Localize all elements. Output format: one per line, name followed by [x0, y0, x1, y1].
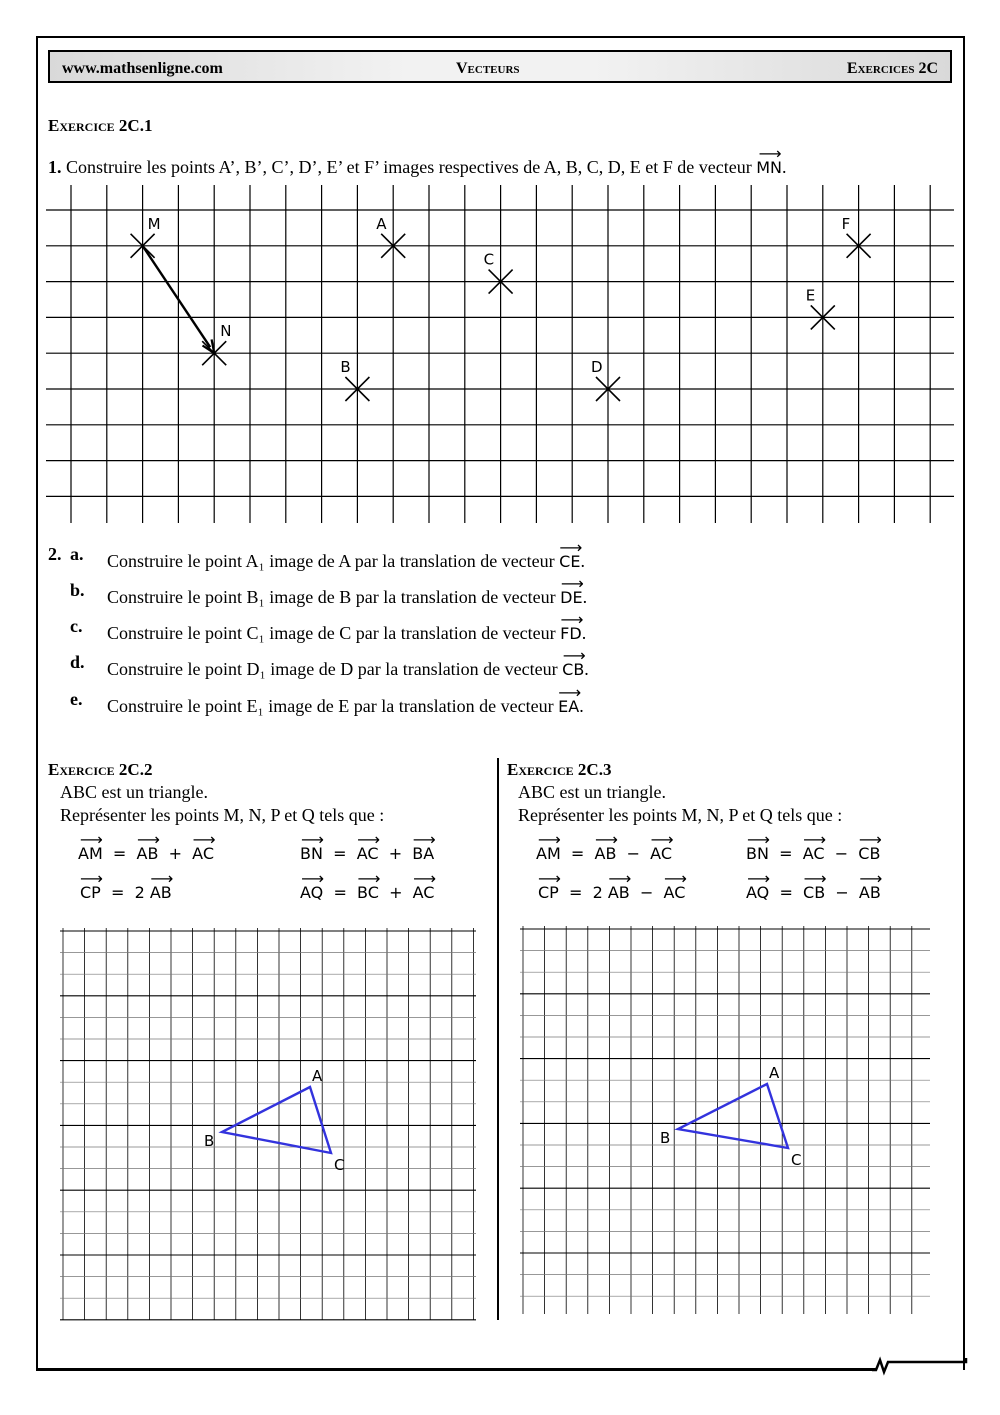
equals-sign: = [570, 844, 585, 863]
operator: − [639, 883, 654, 902]
equals-sign: = [112, 844, 127, 863]
vec-ac: ⟶ AC [357, 836, 379, 863]
ex1-grid [46, 185, 954, 523]
vec-ab: ⟶ AB [137, 836, 159, 863]
ex1-q2-item [70, 544, 585, 571]
ex2-eq-cp [80, 875, 172, 902]
triangle-abc [678, 1084, 788, 1148]
vec-cb: ⟶ CB [803, 875, 825, 902]
ex1-title: Exercice 2C.1 [48, 116, 153, 135]
vec-ac: ⟶ AC [803, 836, 825, 863]
vertex-label: C [791, 1151, 802, 1169]
ex2-line2: Représenter les points M, N, P et Q tels que : [60, 805, 385, 825]
equals-sign: = [569, 883, 583, 902]
item-vector: ⟶ FD [560, 616, 582, 643]
vertex-label: B [204, 1132, 215, 1150]
ex1-q1-text: Construire les points A’, B’, C’, D’, E’ et F’ images respectives de A, B, C, D, E et F de vecteur [66, 157, 752, 177]
ex3-eq-aq [746, 875, 881, 902]
vec-am: ⟶ AM [536, 836, 561, 863]
item-text: Construire le point B₁ image de B par la translation de vecteur [107, 587, 556, 607]
item-content: Construire le point A₁ image de A par la translation de vecteur ⟶ CE. [107, 544, 585, 572]
vec-bn: ⟶ BN [300, 836, 323, 863]
topic-title: Vecteurs [456, 60, 520, 77]
item-text: Construire le point D₁ image de D par la translation de vecteur [107, 659, 558, 679]
ex3-title: Exercice 2C.3 [507, 760, 612, 779]
coefficient: 2 [592, 883, 603, 902]
ex2-eq-am [78, 836, 214, 863]
section-title: Exercices 2C [846, 60, 938, 77]
ex2-line1: ABC est un triangle. [60, 782, 208, 802]
equals-sign: = [111, 883, 125, 902]
vertex-label: C [334, 1156, 345, 1174]
ex1-q2-item [70, 616, 587, 643]
vec-ac: ⟶ AC [192, 836, 214, 863]
item-content: Construire le point E₁ image de E par la translation de vecteur ⟶ EA. [107, 689, 584, 717]
ex3-grid [520, 926, 930, 1314]
item-content: Construire le point B₁ image de B par la translation de vecteur ⟶ DE. [107, 580, 587, 608]
ex3-line2: Représenter les points M, N, P et Q tels que : [518, 805, 843, 825]
ex2-eq-aq [300, 875, 434, 902]
item-text: Construire le point C₁ image de C par la translation de vecteur [107, 623, 556, 643]
ex1-q2-item [70, 689, 584, 716]
ex1-q1-vector: ⟶ MN [756, 150, 782, 177]
item-letter: e. [70, 689, 83, 709]
point-label: C [483, 250, 495, 269]
equals-sign: = [779, 844, 793, 863]
vec-ac: ⟶ AC [650, 836, 672, 863]
operator: − [626, 844, 640, 863]
ex3-line1: ABC est un triangle. [518, 782, 666, 802]
point-label: E [805, 286, 816, 305]
ex2-title: Exercice 2C.2 [48, 760, 153, 779]
vec-cb: ⟶ CB [858, 836, 880, 863]
vec-ab: ⟶ AB [608, 875, 630, 902]
item-text: Construire le point E₁ image de E par la translation de vecteur [107, 696, 554, 716]
vec-ab: ⟶ AB [595, 836, 617, 863]
page-header [48, 50, 952, 83]
item-vector: ⟶ EA [558, 689, 579, 716]
point-label: B [340, 358, 351, 376]
equals-sign: = [333, 844, 347, 863]
vec-bc: ⟶ BC [357, 875, 379, 902]
item-letter: a. [70, 544, 84, 564]
operator: + [168, 844, 182, 863]
vec-ba: ⟶ BA [412, 836, 434, 863]
ex3-eq-cp [538, 875, 685, 902]
equals-sign: = [779, 883, 793, 902]
item-letter: c. [70, 616, 83, 636]
point-label: N [220, 322, 232, 341]
vec-ab: ⟶ AB [150, 875, 172, 902]
ex1-q2-number: 2. [48, 544, 62, 564]
ex1-q2-item [70, 652, 589, 679]
item-vector: ⟶ DE [560, 580, 582, 607]
point-label: D [591, 358, 603, 376]
vec-ac: ⟶ AC [664, 875, 686, 902]
operator: − [835, 883, 849, 902]
point-label: A [376, 214, 387, 233]
ex1-q1-number: 1. [48, 157, 62, 177]
ex1-q2-item [70, 580, 588, 607]
site-name: www.mathsenligne.com [62, 60, 223, 77]
equals-sign: = [333, 883, 347, 902]
vec-ac: ⟶ AC [413, 875, 435, 902]
column-divider [497, 758, 499, 1320]
ex3-eq-am [536, 836, 672, 863]
triangle-abc [222, 1087, 331, 1153]
item-content: Construire le point C₁ image de C par la translation de vecteur ⟶ FD. [107, 616, 586, 644]
page-bottom-border [36, 1368, 876, 1371]
vertex-label: B [660, 1129, 671, 1147]
point-label: F [841, 214, 851, 233]
coefficient: 2 [134, 883, 145, 902]
vec-aq: ⟶ AQ [300, 875, 323, 902]
page-corner-mark [872, 1358, 966, 1374]
ex2-grid [60, 928, 476, 1320]
operator: + [388, 844, 403, 863]
ex2-eq-bn [300, 836, 434, 863]
item-content: Construire le point D₁ image de D par la translation de vecteur ⟶ CB. [107, 652, 589, 680]
ex1-q1 [48, 150, 787, 178]
item-letter: b. [70, 580, 85, 600]
item-vector: ⟶ CB [562, 652, 584, 679]
vec-bn: ⟶ BN [746, 836, 769, 863]
ex3-eq-bn [746, 836, 880, 863]
point-label: M [147, 214, 161, 233]
vertex-label: A [312, 1067, 323, 1085]
item-vector: ⟶ CE [559, 544, 580, 571]
vector-mn-arrow [143, 246, 211, 347]
vec-am: ⟶ AM [78, 836, 103, 863]
vec-cp: ⟶ CP [538, 875, 559, 902]
vec-ab: ⟶ AB [859, 875, 881, 902]
item-text: Construire le point A₁ image de A par la translation de vecteur [107, 551, 555, 571]
operator: + [389, 883, 403, 902]
vec-cp: ⟶ CP [80, 875, 101, 902]
operator: − [834, 844, 849, 863]
vertex-label: A [769, 1064, 780, 1082]
vec-aq: ⟶ AQ [746, 875, 769, 902]
item-letter: d. [70, 652, 85, 672]
ex1-q1-end: . [782, 157, 787, 177]
